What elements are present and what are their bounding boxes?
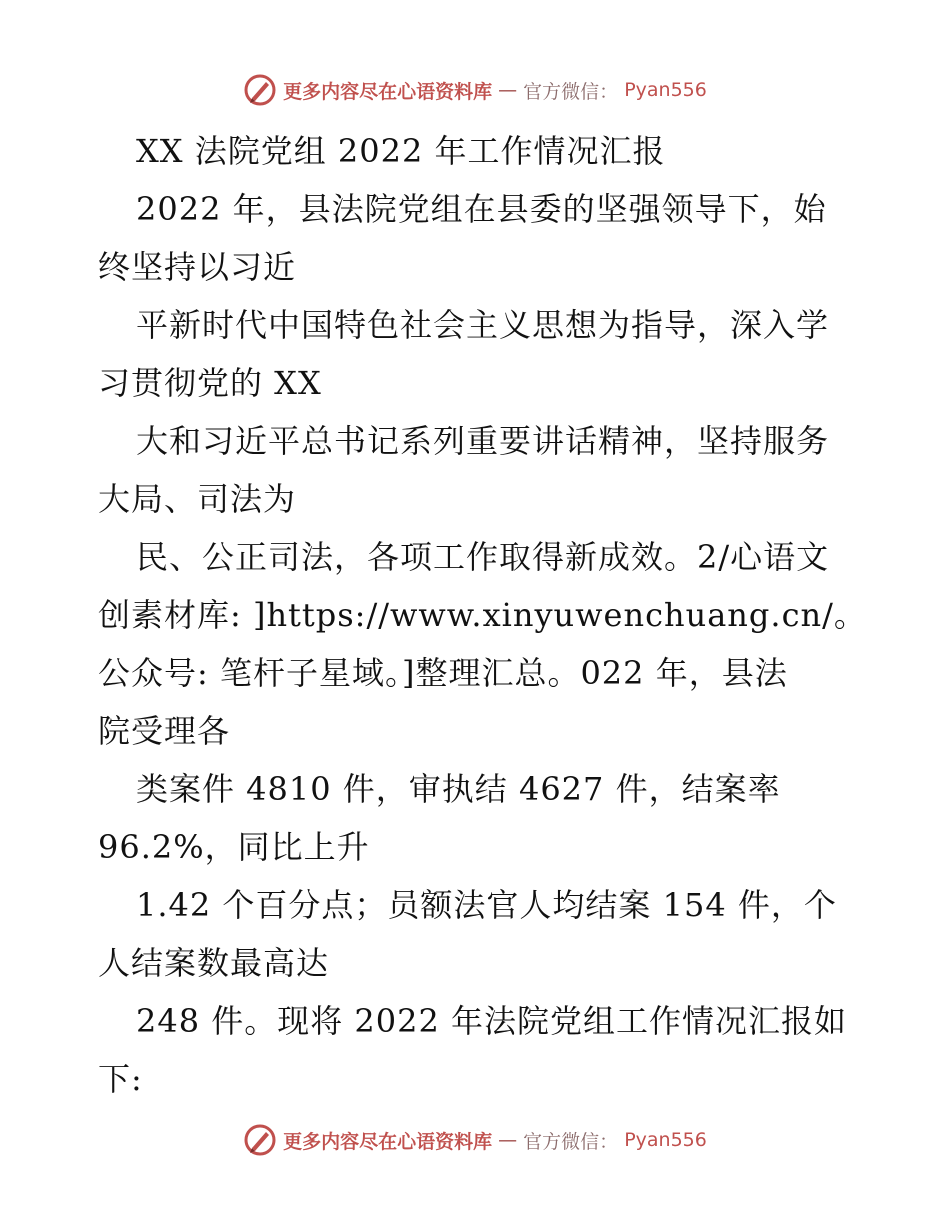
pen-logo-icon xyxy=(243,1123,277,1157)
watermark-wechat-id: Pyan556 xyxy=(624,1129,707,1151)
document-line: 民、公正司法，各项工作取得新成效。2/心语文 xyxy=(136,538,830,576)
document-title: XX 法院党组 2022 年工作情况汇报 xyxy=(136,132,666,170)
document-line: 创素材库: ]https://www.xinyuwenchuang.cn/。 xyxy=(98,596,867,634)
document-line: 大和习近平总书记系列重要讲话精神，坚持服务 xyxy=(136,422,830,460)
document-line: 类案件 4810 件，审执结 4627 件，结案率 xyxy=(136,770,781,808)
watermark-dash: — xyxy=(498,79,518,101)
watermark-main-text: 更多内容尽在心语资料库 xyxy=(283,1130,493,1153)
document-line: 人结案数最高达 xyxy=(98,944,330,982)
document-line: 习贯彻党的 XX xyxy=(98,364,322,402)
document-line: 终坚持以习近 xyxy=(98,248,297,286)
document-line: 大局、司法为 xyxy=(98,480,297,518)
watermark-dash: — xyxy=(498,1129,518,1151)
document-line: 2022 年，县法院党组在县委的坚强领导下，始 xyxy=(136,190,827,228)
document-body xyxy=(98,122,867,1108)
document-line: 96.2%，同比上升 xyxy=(98,828,370,866)
document-line: 平新时代中国特色社会主义思想为指导，深入学 xyxy=(136,306,830,344)
watermark-main-text: 更多内容尽在心语资料库 xyxy=(283,80,493,103)
document-line: 下: xyxy=(98,1060,143,1098)
document-line: 院受理各 xyxy=(98,712,231,750)
watermark-wechat-id: Pyan556 xyxy=(624,79,707,101)
watermark-sub-text: 官方微信： xyxy=(523,80,619,103)
document-line: 1.42 个百分点；员额法官人均结案 154 件，个 xyxy=(136,886,837,924)
watermark-sub-text: 官方微信： xyxy=(523,1130,619,1153)
document-line: 248 件。现将 2022 年法院党组工作情况汇报如 xyxy=(136,1002,848,1040)
header-watermark xyxy=(0,70,950,110)
document-line: 公众号: 笔杆子星域。]整理汇总。022 年，县法 xyxy=(98,654,788,692)
pen-logo-icon xyxy=(243,73,277,107)
footer-watermark xyxy=(0,1120,950,1160)
